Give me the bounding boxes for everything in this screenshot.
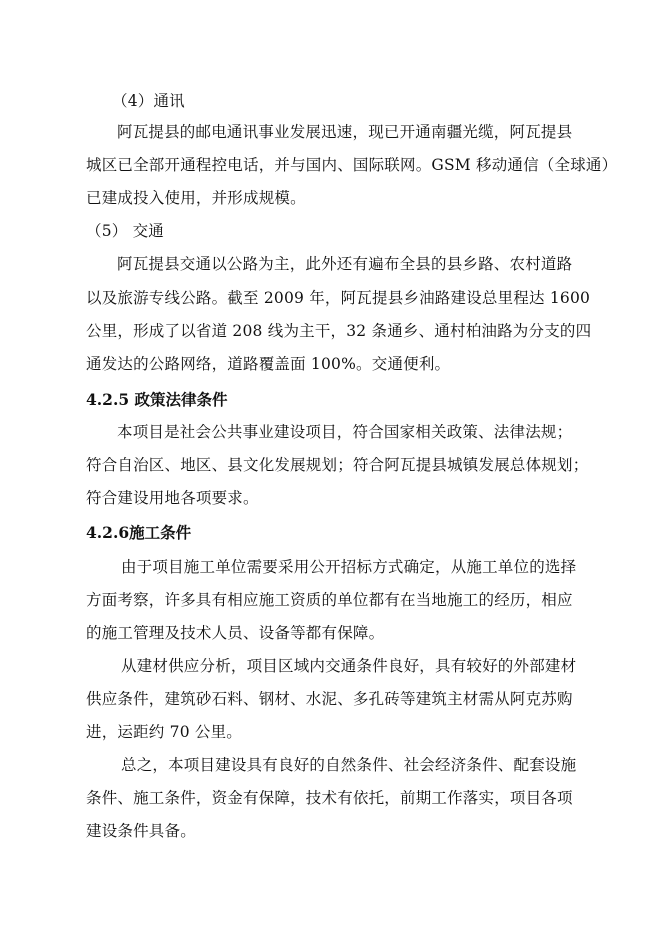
construction-para1-line-2: 方面考察，许多具有相应施工资质的单位都有在当地施工的经历，相应 — [86, 591, 573, 609]
construction-heading: 4.2.6施工条件 — [86, 523, 192, 542]
transport-line-1: 阿瓦提县交通以公路为主，此外还有遍布全县的县乡路、农村道路 — [117, 255, 573, 273]
policy-line-2: 符合自治区、地区、县文化发展规划；符合阿瓦提县城镇发展总体规划； — [86, 456, 589, 474]
telecom-line-1: 阿瓦提县的邮电通讯事业发展迅速，现已开通南疆光缆，阿瓦提县 — [117, 123, 573, 141]
construction-para2-line-1: 从建材供应分析，项目区域内交通条件良好，具有较好的外部建材 — [121, 657, 577, 675]
construction-para2-line-2: 供应条件，建筑砂石料、钢材、水泥、多孔砖等建筑主材需从阿克苏购 — [86, 690, 573, 708]
construction-para1-line-1: 由于项目施工单位需要采用公开招标方式确定，从施工单位的选择 — [121, 558, 577, 576]
construction-para3-line-3: 建设条件具备。 — [86, 822, 196, 840]
transport-line-4: 通发达的公路网络，道路覆盖面 100%。交通便利。 — [86, 355, 451, 373]
construction-para3-line-1: 总之，本项目建设具有良好的自然条件、社会经济条件、配套设施 — [121, 756, 577, 774]
transport-line-3: 公里，形成了以省道 208 线为主干，32 条通乡、通村柏油路为分支的四 — [86, 322, 592, 340]
telecom-line-3: 已建成投入使用，并形成规模。 — [86, 189, 306, 207]
construction-para1-line-3: 的施工管理及技术人员、设备等都有保障。 — [86, 624, 385, 642]
policy-line-3: 符合建设用地各项要求。 — [86, 489, 259, 507]
policy-line-1: 本项目是社会公共事业建设项目，符合国家相关政策、法律法规； — [117, 423, 573, 441]
telecom-title: （4）通讯 — [112, 92, 185, 110]
construction-para2-line-3: 进，运距约 70 公里。 — [86, 723, 242, 741]
telecom-line-2: 城区已全部开通程控电话，并与国内、国际联网。GSM 移动通信（全球通） — [86, 156, 618, 174]
transport-line-2: 以及旅游专线公路。截至 2009 年，阿瓦提县乡油路建设总里程达 1600 — [86, 289, 591, 307]
policy-heading: 4.2.5 政策法律条件 — [86, 390, 228, 409]
transport-title: （5） 交通 — [86, 222, 164, 240]
construction-para3-line-2: 条件、施工条件，资金有保障，技术有依托，前期工作落实，项目各项 — [86, 789, 573, 807]
